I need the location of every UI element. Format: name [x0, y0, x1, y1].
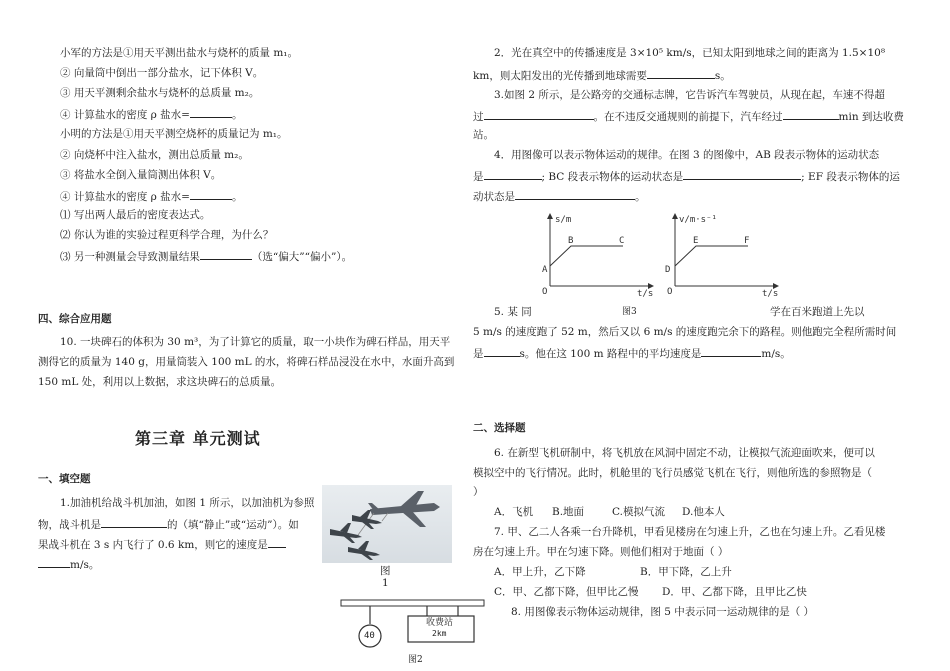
xiaoming-step1: 小明的方法是①用天平测空烧杯的质量记为 m₁。 [60, 128, 288, 140]
answer-blank[interactable] [268, 536, 286, 548]
answer-blank[interactable] [190, 106, 232, 118]
q5-line1-end: 学在百米跑道上先以 [770, 306, 865, 318]
chapter-title: 第三章 单元测试 [135, 429, 261, 448]
q2-line1: 2．光在真空中的传播速度是 3×10⁵ km/s，已知太阳到地球之间的距离为 1.5×10⁸ [494, 47, 886, 59]
q1-line1: 1.加油机给战斗机加油，如图 1 所示，以加油机为参照 [60, 497, 315, 509]
q3-line2: 过 。在不违反交通规则的前提下，汽车经过 min 到达收费 [473, 108, 904, 124]
answer-blank[interactable] [484, 108, 594, 120]
xiaojun-step3: ③ 用天平测剩余盐水与烧杯的总质量 m₂。 [60, 87, 260, 99]
vt-y-label: v/m·s⁻¹ [679, 215, 717, 225]
answer-blank[interactable] [701, 345, 761, 357]
q2-line2: km，则太阳发出的光传播到地球需要 s。 [473, 67, 731, 83]
subq-2: ⑵ 你认为谁的实验过程更科学合理，为什么？ [60, 229, 274, 241]
q6-option-a[interactable]: A．飞机 [494, 506, 534, 518]
answer-blank[interactable] [647, 67, 715, 79]
answer-blank[interactable] [190, 188, 232, 200]
point-a: A [542, 265, 548, 275]
q10-line2: 测得它的质量为 140 g，用量筒装入 100 mL 的水，将碑石样品浸没在水中，水面升高到 [38, 356, 455, 368]
q6-line3: ） [473, 486, 484, 498]
answer-blank[interactable] [484, 345, 520, 357]
subq-3: ⑶ 另一种测量会导致测量结果 （选“偏大”“偏小”）。 [60, 248, 352, 264]
xiaoming-step2: ② 向烧杯中注入盐水，测出总质量 m₂。 [60, 149, 249, 161]
q5-line3: 是 s。他在这 100 m 路程中的平均速度是 m/s。 [473, 345, 791, 361]
q6-option-b[interactable]: B.地面 [552, 506, 585, 518]
point-b: B [568, 236, 574, 246]
q8-line1: 8. 用图像表示物体运动规律，图 5 中表示同一运动规律的是（ ） [511, 606, 815, 618]
vt-graph [660, 208, 785, 298]
answer-blank[interactable] [200, 248, 252, 260]
q5-line1-start: 5. 某 同 [494, 306, 532, 318]
refueling-photo [322, 485, 452, 563]
fig2-caption: 图2 [408, 655, 423, 665]
st-y-label: s/m [555, 215, 572, 225]
q6-line1: 6. 在新型飞机研制中，将飞机放在风洞中固定不动，让模拟气流迎面吹来，便可以 [494, 447, 875, 459]
traffic-sign-figure [340, 598, 485, 654]
xiaoming-step4: ④ 计算盐水的密度 ρ 盐水= 。 [60, 188, 242, 204]
point-f: F [744, 236, 750, 246]
q6-line2: 模拟空中的飞行情况。此时，机舱里的飞行员感觉飞机在飞行，则他所选的参照物是（ [473, 467, 872, 479]
point-c: C [619, 236, 625, 246]
q10-line1: 10. 一块碑石的体积为 30 m³，为了计算它的质量，取一小块作为碑石样品，用天平 [60, 336, 451, 348]
q1-line4: m/s。 [38, 556, 99, 572]
q4-line1: 4．用图像可以表示物体运动的规律。在图 3 的图像中，AB 段表示物体的运动状态 [494, 149, 880, 161]
vt-x-label: t/s [762, 289, 779, 298]
subq-1: ⑴ 写出两人最后的密度表达式。 [60, 209, 211, 221]
answer-blank[interactable] [38, 556, 70, 568]
xiaojun-step4: ④ 计算盐水的密度 ρ 盐水= 。 [60, 106, 242, 122]
aircraft-image [322, 485, 452, 563]
section-2-title: 二、选择题 [473, 422, 526, 434]
origin-label: O [542, 287, 548, 297]
st-graph [535, 208, 660, 298]
q3-line3: 站。 [473, 129, 494, 141]
point-d: D [665, 265, 671, 275]
toll-station-label: 收费站 [426, 618, 454, 628]
q1-line3: 果战斗机在 3 s 内飞行了 0.6 km，则它的速度是 [38, 536, 286, 552]
q4-line2: 是 ; BC 段表示物体的运动状态是 ; EF 段表示物体的运 [473, 168, 900, 184]
answer-blank[interactable] [515, 188, 635, 200]
point-e: E [693, 236, 699, 246]
q5-line2: 5 m/s 的速度跑了 52 m，然后又以 6 m/s 的速度跑完余下的路程。则他跑完全程所需时间 [473, 326, 897, 338]
q7-line1: 7. 甲、乙二人各乘一台升降机，甲看见楼房在匀速上升，乙也在匀速上升。乙看见楼 [494, 526, 886, 538]
sign-frame-drawing [340, 598, 485, 654]
q4-line3: 动状态是 。 [473, 188, 646, 204]
q7-option-c[interactable]: C．甲、乙都下降，但甲比乙慢 [494, 586, 639, 598]
fig1-caption-number: 1 [382, 577, 389, 589]
q3-line1: 3.如图 2 所示，是公路旁的交通标志牌，它告诉汽车驾驶员，从现在起，车速不得超 [494, 89, 885, 101]
answer-blank[interactable] [484, 168, 542, 180]
answer-blank[interactable] [683, 168, 801, 180]
q7-line2: 房在匀速上升。甲在匀速下降。则他们相对于地面（ ） [473, 546, 729, 558]
xiaojun-step2: ② 向量筒中倒出一部分盐水，记下体积 V。 [60, 67, 264, 79]
q10-line3: 150 mL 处，利用以上数据，求这块碑石的总质量。 [38, 376, 282, 388]
answer-blank[interactable] [783, 108, 839, 120]
q1-line2: 物，战斗机是 的（填“静止”或“运动”）。如 [38, 516, 299, 532]
answer-blank[interactable] [101, 516, 167, 528]
fig3-caption: 图3 [622, 307, 637, 317]
st-line [550, 246, 623, 266]
vt-line [675, 246, 748, 266]
q6-option-c[interactable]: C.模拟气流 [612, 506, 665, 518]
q7-option-d[interactable]: D．甲、乙都下降，且甲比乙快 [662, 586, 807, 598]
section-1-title: 一、填空题 [38, 473, 91, 485]
xiaojun-step1: 小军的方法是①用天平测出盐水与烧杯的质量 m₁。 [60, 47, 299, 59]
q7-option-a[interactable]: A．甲上升，乙下降 [494, 566, 586, 578]
origin-label: O [667, 287, 673, 297]
st-x-label: t/s [637, 289, 654, 298]
toll-station-distance: 2km [432, 629, 447, 638]
fig1-caption: 图 [380, 565, 391, 577]
q6-option-d[interactable]: D.他本人 [682, 506, 725, 518]
q7-option-b[interactable]: B．甲下降，乙上升 [640, 566, 732, 578]
section-4-title: 四、综合应用题 [38, 313, 112, 325]
xiaoming-step3: ③ 将盐水全倒入量筒测出体积 V。 [60, 169, 222, 181]
speed-limit-value: 40 [364, 631, 375, 641]
